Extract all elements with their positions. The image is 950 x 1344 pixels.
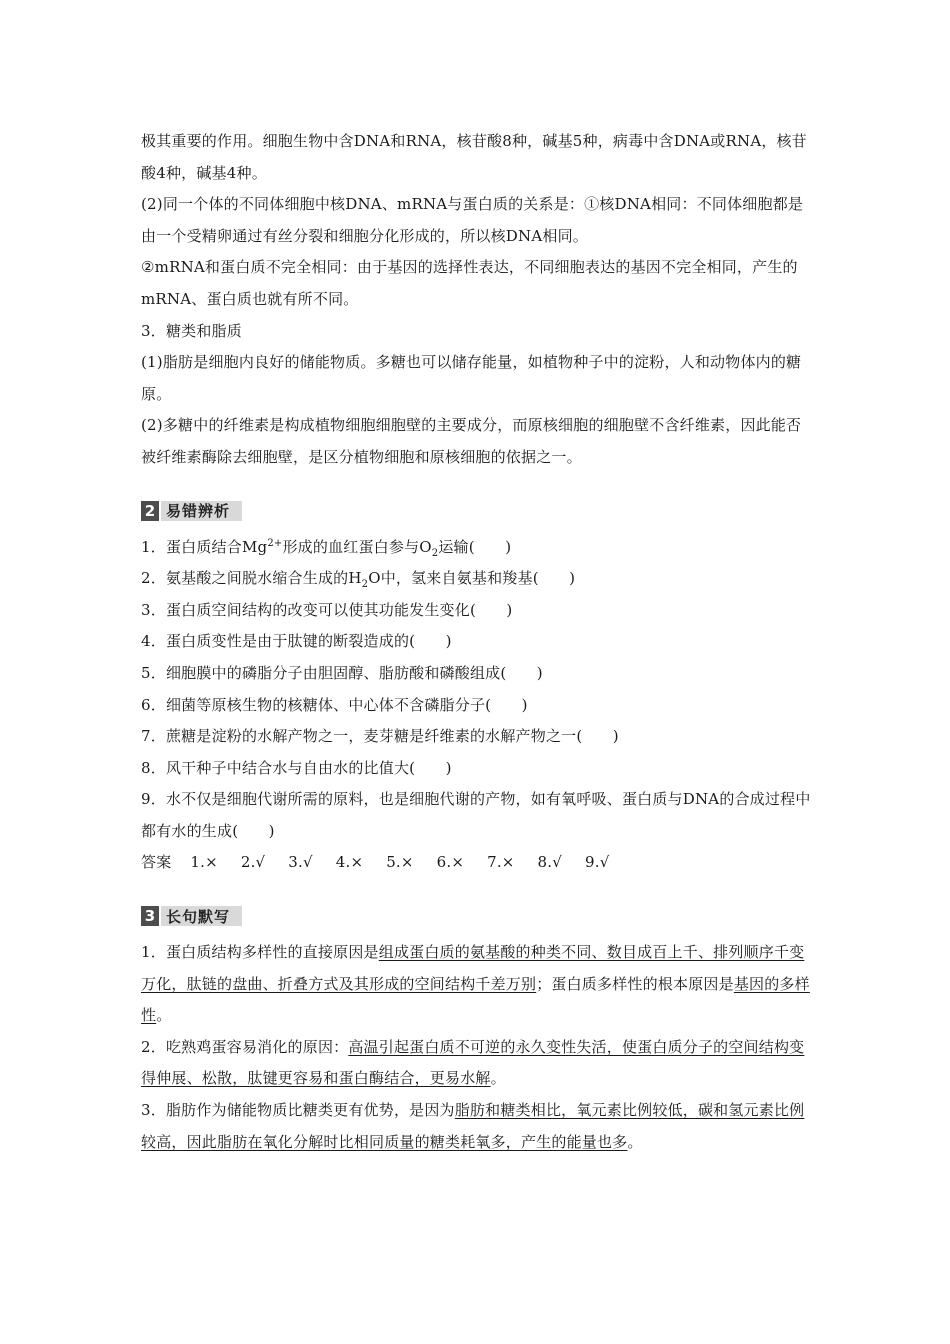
list-item: 3．脂肪作为储能物质比糖类更有优势，是因为脂肪和糖类相比，氧元素比例较低，碳和氢元素比例较高，因此脂肪在氧化分解时比相同质量的糖类耗氧多，产生的能量也多。 bbox=[141, 1101, 805, 1151]
list-item: 3．蛋白质空间结构的改变可以使其功能发生变化( ) bbox=[141, 600, 513, 619]
list-item: 1．蛋白质结合$Mg^{2+}$形成的血红蛋白参与$O_2$运输( ) bbox=[141, 537, 512, 559]
list-item: 8．风干种子中结合水与自由水的比值大( ) bbox=[141, 758, 452, 777]
intro-paragraph-2: (2)同一个体的不同体细胞中核DNA、mRNA与蛋白质的关系是：①核DNA相同：不同体细胞都是由一个受精卵通过有丝分裂和细胞分化形成的，所以核DNA相同。 bbox=[141, 195, 804, 245]
intro-paragraph-1: 极其重要的作用。细胞生物中含DNA和RNA，核苷酸8种，碱基5种，病毒中含DNA或RNA，核苷酸4种，碱基4种。 bbox=[141, 132, 807, 182]
answer-item: 9.√ bbox=[585, 853, 610, 872]
answer-item: 6.× bbox=[436, 853, 465, 872]
intro-paragraph-4: (1)脂肪是细胞内良好的储能物质。多糖也可以储存能量，如植物种子中的淀粉，人和动物体内的糖原。 bbox=[141, 353, 802, 403]
answer-item: 4.× bbox=[335, 853, 364, 872]
answer-line bbox=[141, 847, 813, 879]
list-item: 2．氨基酸之间脱水缩合生成的$H_2O$中，氢来自氨基和羧基( ) bbox=[141, 569, 576, 591]
section-header-long-sentences bbox=[141, 905, 813, 927]
list-item: 7．蔗糖是淀粉的水解产物之一，麦芽糖是纤维素的水解产物之一( ) bbox=[141, 727, 619, 746]
answer-item: 2.√ bbox=[240, 853, 266, 872]
section-number-badge: 2 bbox=[141, 501, 159, 521]
underlined-answer: 脂肪和糖类相比，氧元素比例较低，碳和氢元素比例较高，因此脂肪在氧化分解时比相同质量的糖类耗氧多，产生的能量也多 bbox=[141, 1101, 805, 1151]
intro-paragraph-3: ②mRNA和蛋白质不完全相同：由于基因的选择性表达，不同细胞表达的基因不完全相同，产生的mRNA、蛋白质也就有所不同。 bbox=[141, 258, 798, 308]
long-sentence-list bbox=[141, 937, 813, 1158]
answer-item: 1.× bbox=[190, 853, 218, 872]
underlined-answer: 组成蛋白质的氨基酸的种类不同、数目成百上千、排列顺序千变万化，肽链的盘曲、折叠方式及其形成的空间结构千差万别 bbox=[141, 943, 805, 993]
answer-item: 7.× bbox=[487, 853, 515, 872]
list-item: 4．蛋白质变性是由于肽键的断裂造成的( ) bbox=[141, 632, 452, 651]
list-item: 6．细菌等原核生物的核糖体、中心体不含磷脂分子( ) bbox=[141, 695, 528, 714]
list-item: 5．细胞膜中的磷脂分子由胆固醇、脂肪酸和磷酸组成( ) bbox=[141, 663, 543, 682]
section-title-bar bbox=[161, 501, 242, 521]
answer-label: 答案 bbox=[141, 853, 172, 872]
list-item: 9．水不仅是细胞代谢所需的原料，也是细胞代谢的产物，如有氧呼吸、蛋白质与DNA的合成过程中都有水的生成( ) bbox=[141, 790, 811, 840]
list-item: 1．蛋白质结构多样性的直接原因是组成蛋白质的氨基酸的种类不同、数目成百上千、排列顺序千变万化，肽链的盘曲、折叠方式及其形成的空间结构千差万别；蛋白质多样性的根本原因是基因的多样性。 bbox=[141, 943, 810, 1025]
error-analysis-list bbox=[141, 532, 813, 880]
answer-item: 8.√ bbox=[537, 853, 563, 872]
heading-sugars-lipids: 3．糖类和脂质 bbox=[141, 321, 242, 340]
section-number-badge: 3 bbox=[141, 906, 159, 926]
section-title-bar bbox=[161, 906, 242, 926]
underlined-answer: 高温引起蛋白质不可逆的永久变性失活，使蛋白质分子的空间结构变得伸展、松散，肽键更容易和蛋白酶结合，更易水解 bbox=[141, 1037, 805, 1088]
document-page bbox=[141, 126, 813, 1158]
answer-item: 3.√ bbox=[288, 853, 313, 872]
answer-item: 5.× bbox=[386, 853, 414, 872]
underlined-answer: 基因的多样性 bbox=[141, 974, 810, 1025]
list-item: 2．吃熟鸡蛋容易消化的原因：高温引起蛋白质不可逆的永久变性失活，使蛋白质分子的空间结构变得伸展、松散，肽键更容易和蛋白酶结合，更易水解。 bbox=[141, 1037, 805, 1088]
section-title: 易错辨析 bbox=[166, 502, 231, 521]
section-header-error-analysis bbox=[141, 500, 813, 522]
section-title: 长句默写 bbox=[166, 907, 231, 926]
intro-paragraph-5: (2)多糖中的纤维素是构成植物细胞细胞壁的主要成分，而原核细胞的细胞壁不含纤维素，因此能否被纤维素酶除去细胞壁，是区分植物细胞和原核细胞的依据之一。 bbox=[141, 416, 802, 466]
